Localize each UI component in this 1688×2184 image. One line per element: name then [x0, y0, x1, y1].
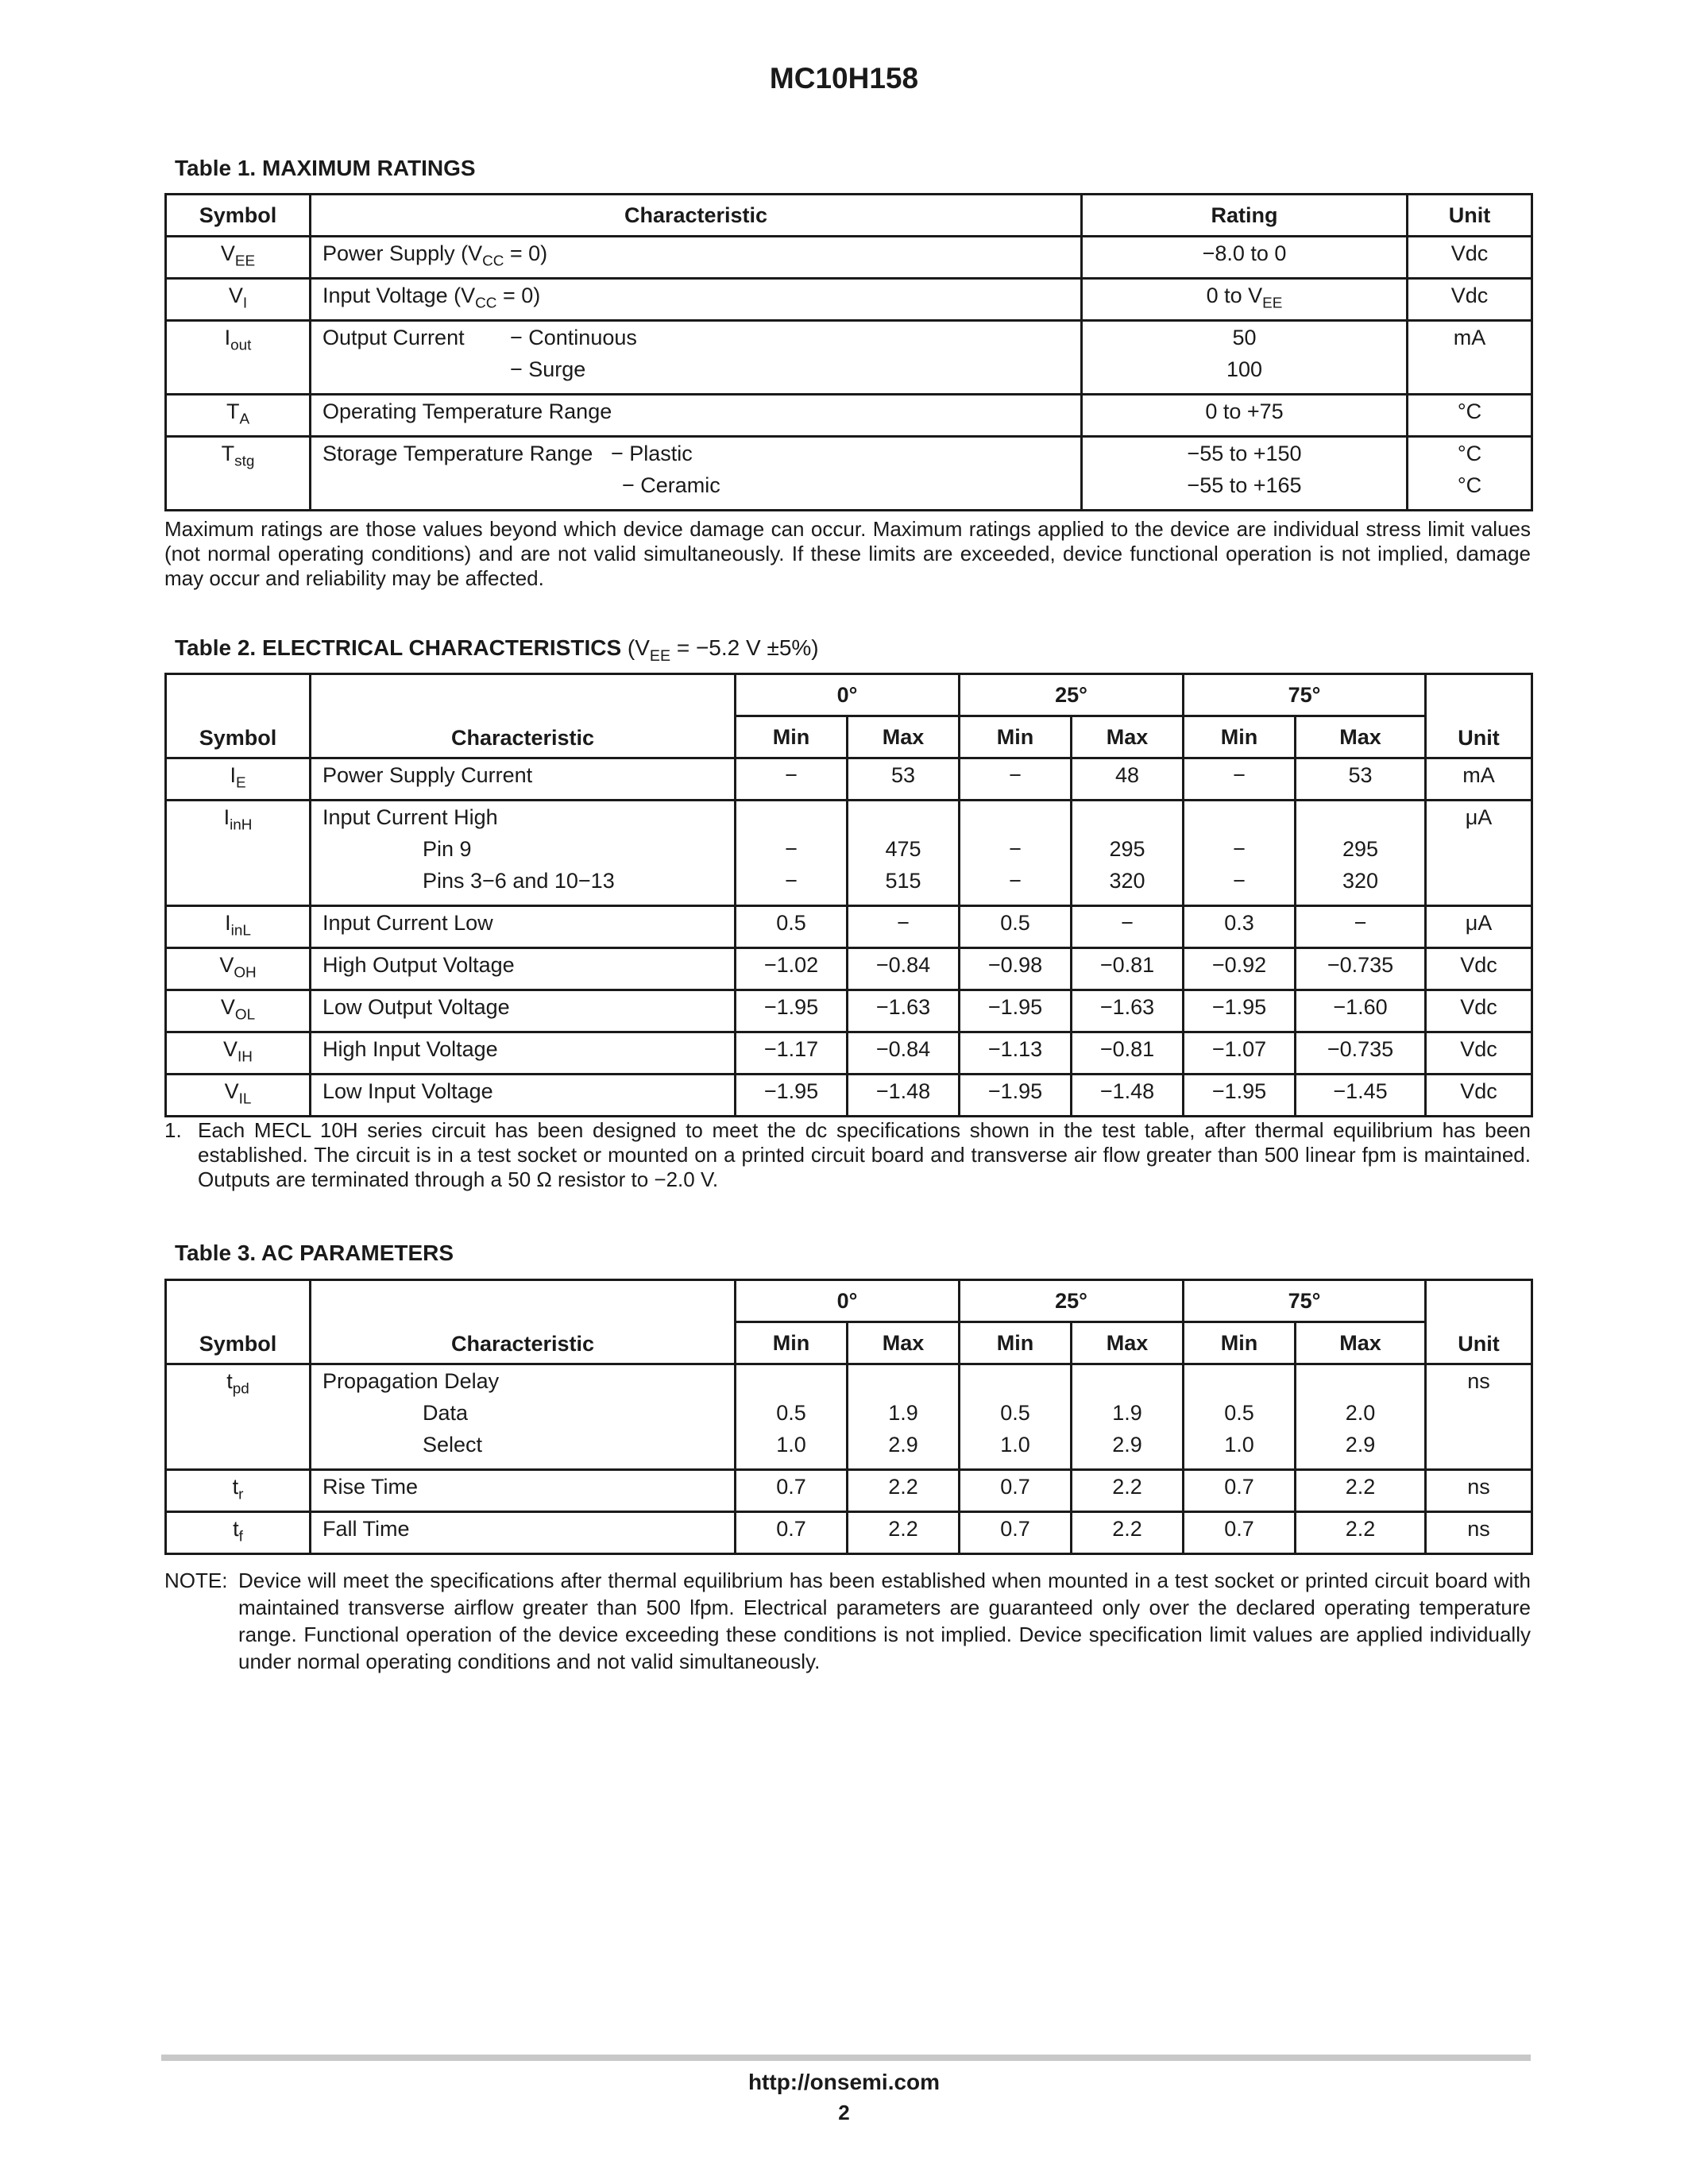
unit-cell: mA	[1408, 321, 1532, 395]
header-max: Max	[1296, 716, 1426, 758]
value-cell: −1.07	[1184, 1032, 1296, 1075]
table3-caption: Table 3. AC PARAMETERS	[175, 1241, 454, 1265]
table-row	[166, 1512, 1532, 1554]
unit-cell: °C	[1408, 395, 1532, 437]
value-cell: 0.7	[736, 1470, 848, 1512]
header-characteristic: Characteristic	[311, 1280, 736, 1364]
value-cell: 0.5 1.0	[960, 1364, 1072, 1470]
header-min: Min	[736, 716, 848, 758]
maximum-ratings-table	[164, 193, 1533, 511]
value-cell: −1.95	[1184, 990, 1296, 1032]
table-row	[166, 948, 1532, 990]
value-cell: 0.7	[960, 1470, 1072, 1512]
header-temp-75: 75°	[1184, 1280, 1426, 1322]
value-cell: 1.9 2.9	[848, 1364, 960, 1470]
unit-cell: Vdc	[1426, 1075, 1532, 1117]
characteristic-cell: Operating Temperature Range	[311, 395, 1082, 437]
header-temp-0: 0°	[736, 1280, 960, 1322]
characteristic-cell: High Input Voltage	[311, 1032, 736, 1075]
value-cell: 0.7	[1184, 1512, 1296, 1554]
unit-cell: Vdc	[1408, 237, 1532, 279]
header-characteristic: Characteristic	[311, 195, 1082, 237]
header-max: Max	[848, 1322, 960, 1364]
value-cell: −0.81	[1072, 1032, 1184, 1075]
value-cell: −0.92	[1184, 948, 1296, 990]
rating-cell: 0 to $V_{EE}$	[1082, 279, 1408, 321]
value-cell: 0.5 1.0	[736, 1364, 848, 1470]
value-cell: −0.98	[960, 948, 1072, 990]
footer-url[interactable]: http://onsemi.com	[747, 2070, 941, 2094]
table-header-row	[166, 195, 1532, 237]
symbol-cell: $t_{pd}$	[166, 1364, 311, 1470]
table-row	[166, 758, 1532, 801]
value-cell: 2.2	[1296, 1470, 1426, 1512]
unit-cell: Vdc	[1426, 1032, 1532, 1075]
characteristic-cell: Fall Time	[311, 1512, 736, 1554]
characteristic-cell: Input Voltage $(V_{CC} = 0)$	[311, 279, 1082, 321]
value-cell: −0.735	[1296, 1032, 1426, 1075]
value-cell: −1.13	[960, 1032, 1072, 1075]
rating-cell: 0 to +75	[1082, 395, 1408, 437]
symbol-cell: $I_{out}$	[166, 321, 311, 395]
header-unit: Unit	[1426, 1280, 1532, 1364]
value-cell: 1.9 2.9	[1072, 1364, 1184, 1470]
symbol-cell: $V_{IL}$	[166, 1075, 311, 1117]
table-row	[166, 279, 1532, 321]
value-cell: 2.2	[848, 1512, 960, 1554]
value-cell: 2.2	[1072, 1512, 1184, 1554]
symbol-cell: $V_{IH}$	[166, 1032, 311, 1075]
value-cell: − −	[736, 801, 848, 906]
maximum-ratings-note: Maximum ratings are those values beyond which device damage can occur. Maximum ratings applied to the device are individual stress limit values (not normal operating conditions) and are not valid simultaneously. If these limits are exceeded, device functional operation is not implied, damage may occur and reliability may be affected.	[164, 517, 1531, 590]
value-cell: 2.2	[1072, 1470, 1184, 1512]
temperature-header-row	[166, 1280, 1532, 1322]
value-cell: −0.84	[848, 948, 960, 990]
value-cell: −1.48	[1072, 1075, 1184, 1117]
characteristic-cell: Power Supply Current	[311, 758, 736, 801]
table-row	[166, 437, 1532, 511]
ac-parameters-note: NOTE: Device will meet the specifications after thermal equilibrium has been established when mounted in a test socket or printed circuit board with maintained transverse airflow greater than 500 lfpm. Electrical parameters are guaranteed only over the declared operating temperature range. Functional operation of the device exceeding these conditions is not implied. Device specification limit values are applied individually under normal operating conditions and not valid simultaneously.	[164, 1569, 1531, 1673]
unit-cell: ns	[1426, 1512, 1532, 1554]
header-min: Min	[960, 716, 1072, 758]
value-cell: − −	[960, 801, 1072, 906]
value-cell: −1.95	[736, 990, 848, 1032]
symbol-cell: $t_r$	[166, 1470, 311, 1512]
characteristic-cell: Low Output Voltage	[311, 990, 736, 1032]
symbol-cell: $t_f$	[166, 1512, 311, 1554]
value-cell: 475 515	[848, 801, 960, 906]
unit-cell: μA	[1426, 906, 1532, 948]
symbol-cell: $T_{stg}$	[166, 437, 311, 511]
electrical-footnote: 1. Each MECL 10H series circuit has been designed to meet the dc specifications shown in the test table, after thermal equilibrium has been established. The circuit is in a test socket or mounted on a printed circuit board and transverse air flow greater than 500 linear fpm is maintained. Outputs are terminated through a 50 Ω resistor to −2.0 V.	[164, 1118, 1531, 1191]
header-symbol: Symbol	[166, 1280, 311, 1364]
value-cell: 2.2	[1296, 1512, 1426, 1554]
table-row	[166, 801, 1532, 906]
table2-caption: Table 2. ELECTRICAL CHARACTERISTICS ($V_{EE} = -5.2$ V ±5%)	[175, 635, 819, 665]
table-row	[166, 395, 1532, 437]
value-cell: 2.2	[848, 1470, 960, 1512]
table-row	[166, 1075, 1532, 1117]
rating-cell: 50 100	[1082, 321, 1408, 395]
unit-cell: ns	[1426, 1470, 1532, 1512]
value-cell: 53	[848, 758, 960, 801]
characteristic-cell: Rise Time	[311, 1470, 736, 1512]
symbol-cell: $V_{OL}$	[166, 990, 311, 1032]
value-cell: 0.7	[1184, 1470, 1296, 1512]
header-characteristic: Characteristic	[311, 674, 736, 758]
characteristic-cell: Power Supply $(V_{CC} = 0)$	[311, 237, 1082, 279]
value-cell: 2.0 2.9	[1296, 1364, 1426, 1470]
header-symbol: Symbol	[166, 674, 311, 758]
ac-parameters-table	[164, 1279, 1533, 1555]
symbol-cell: $V_{OH}$	[166, 948, 311, 990]
value-cell: −0.81	[1072, 948, 1184, 990]
value-cell: 0.5	[736, 906, 848, 948]
page-title: MC10H158	[769, 62, 919, 95]
electrical-characteristics-table	[164, 673, 1533, 1117]
value-cell: −1.48	[848, 1075, 960, 1117]
unit-cell: mA	[1426, 758, 1532, 801]
value-cell: −0.735	[1296, 948, 1426, 990]
value-cell: −	[1184, 758, 1296, 801]
table-row	[166, 321, 1532, 395]
value-cell: −1.02	[736, 948, 848, 990]
symbol-cell: $I_{inH}$	[166, 801, 311, 906]
value-cell: −	[1072, 906, 1184, 948]
value-cell: 53	[1296, 758, 1426, 801]
value-cell: −	[848, 906, 960, 948]
rating-cell: −55 to +150 −55 to +165	[1082, 437, 1408, 511]
characteristic-cell: High Output Voltage	[311, 948, 736, 990]
table-row	[166, 237, 1532, 279]
header-max: Max	[1072, 1322, 1184, 1364]
header-max: Max	[1072, 716, 1184, 758]
value-cell: 0.5	[960, 906, 1072, 948]
value-cell: −	[736, 758, 848, 801]
unit-cell: ns	[1426, 1364, 1532, 1470]
unit-cell: Vdc	[1426, 990, 1532, 1032]
header-unit: Unit	[1426, 674, 1532, 758]
header-min: Min	[736, 1322, 848, 1364]
value-cell: 0.3	[1184, 906, 1296, 948]
symbol-cell: $V_I$	[166, 279, 311, 321]
value-cell: −1.60	[1296, 990, 1426, 1032]
unit-cell: Vdc	[1426, 948, 1532, 990]
table-row	[166, 906, 1532, 948]
characteristic-cell: Propagation Delay Data Select	[311, 1364, 736, 1470]
value-cell: − −	[1184, 801, 1296, 906]
value-cell: 0.7	[960, 1512, 1072, 1554]
footer-divider	[161, 2055, 1531, 2061]
characteristic-cell: Output Current − Continuous − Surge	[311, 321, 1082, 395]
header-min: Min	[1184, 1322, 1296, 1364]
symbol-cell: $V_{EE}$	[166, 237, 311, 279]
header-max: Max	[1296, 1322, 1426, 1364]
header-min: Min	[960, 1322, 1072, 1364]
page-number: 2	[838, 2101, 850, 2124]
unit-cell: Vdc	[1408, 279, 1532, 321]
table-row	[166, 1032, 1532, 1075]
symbol-cell: $T_A$	[166, 395, 311, 437]
header-rating: Rating	[1082, 195, 1408, 237]
value-cell: −1.95	[960, 1075, 1072, 1117]
value-cell: 0.7	[736, 1512, 848, 1554]
header-temp-75: 75°	[1184, 674, 1426, 716]
value-cell: 295 320	[1072, 801, 1184, 906]
value-cell: −1.45	[1296, 1075, 1426, 1117]
characteristic-cell: Low Input Voltage	[311, 1075, 736, 1117]
header-temp-0: 0°	[736, 674, 960, 716]
rating-cell: −8.0 to 0	[1082, 237, 1408, 279]
characteristic-cell: Input Current High Pin 9 Pins 3−6 and 10−13	[311, 801, 736, 906]
value-cell: −	[1296, 906, 1426, 948]
value-cell: −1.17	[736, 1032, 848, 1075]
value-cell: −1.63	[848, 990, 960, 1032]
value-cell: 0.5 1.0	[1184, 1364, 1296, 1470]
symbol-cell: $I_{inL}$	[166, 906, 311, 948]
symbol-cell: $I_E$	[166, 758, 311, 801]
unit-cell: μA	[1426, 801, 1532, 906]
table-row	[166, 990, 1532, 1032]
temperature-header-row	[166, 674, 1532, 716]
header-temp-25: 25°	[960, 674, 1184, 716]
header-temp-25: 25°	[960, 1280, 1184, 1322]
value-cell: −1.95	[736, 1075, 848, 1117]
table1-caption: Table 1. MAXIMUM RATINGS	[175, 156, 476, 180]
header-symbol: Symbol	[166, 195, 311, 237]
value-cell: −1.95	[960, 990, 1072, 1032]
table-row	[166, 1364, 1532, 1470]
value-cell: −0.84	[848, 1032, 960, 1075]
header-unit: Unit	[1408, 195, 1532, 237]
table-row	[166, 1470, 1532, 1512]
value-cell: 48	[1072, 758, 1184, 801]
header-max: Max	[848, 716, 960, 758]
value-cell: 295 320	[1296, 801, 1426, 906]
value-cell: −	[960, 758, 1072, 801]
characteristic-cell: Input Current Low	[311, 906, 736, 948]
unit-cell: °C °C	[1408, 437, 1532, 511]
value-cell: −1.63	[1072, 990, 1184, 1032]
characteristic-cell: Storage Temperature Range − Plastic − Ceramic	[311, 437, 1082, 511]
header-min: Min	[1184, 716, 1296, 758]
value-cell: −1.95	[1184, 1075, 1296, 1117]
